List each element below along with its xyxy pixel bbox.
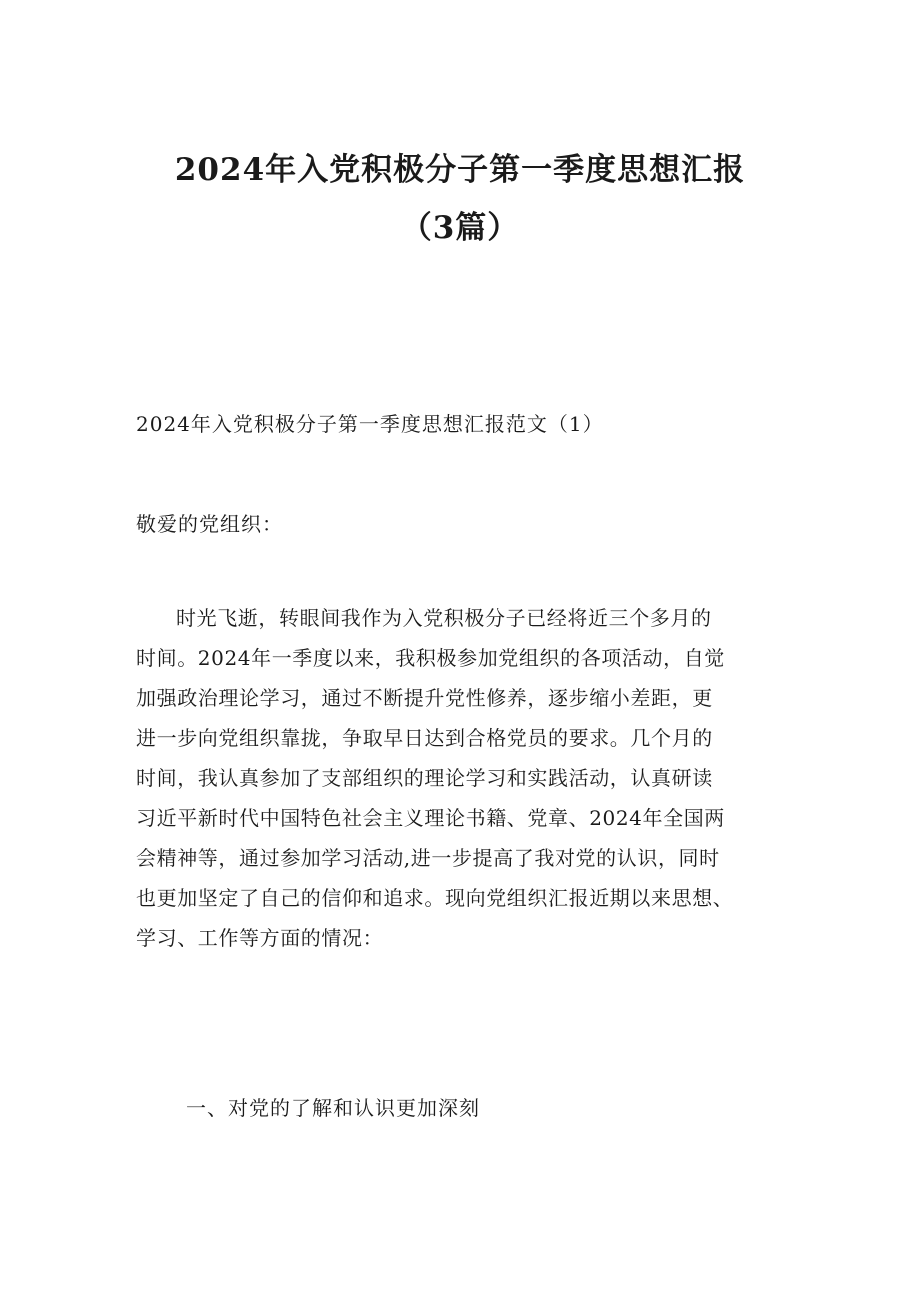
paragraph-line: 学习、工作等方面的情况： — [136, 926, 384, 950]
paragraph-line: 加强政治理论学习，通过不断提升党性修养，逐步缩小差距，更 — [136, 686, 713, 710]
paragraph-line: 也更加坚定了自己的信仰和追求。现向党组织汇报近期以来思想、 — [136, 886, 734, 910]
paragraph-line: 时间，我认真参加了支部组织的理论学习和实践活动，认真研读 — [136, 766, 713, 790]
paragraph-line: 时间。2024年一季度以来，我积极参加党组织的各项活动，自觉 — [136, 646, 725, 670]
salutation: 敬爱的党组织： — [136, 512, 283, 536]
document-title-count: （3篇） — [400, 210, 520, 246]
article-subtitle: 2024年入党积极分子第一季度思想汇报范文（1） — [136, 412, 604, 436]
document-title: 2024年入党积极分子第一季度思想汇报 — [174, 152, 746, 188]
paragraph-line: 习近平新时代中国特色社会主义理论书籍、党章、2024年全国两 — [136, 806, 725, 830]
paragraph-line: 进一步向党组织靠拢，争取早日达到合格党员的要求。几个月的 — [136, 726, 713, 750]
section-heading: 一、对党的了解和认识更加深刻 — [186, 1096, 480, 1120]
paragraph-line: 会精神等，通过参加学习活动,进一步提高了我对党的认识，同时 — [136, 846, 720, 870]
body-paragraph — [136, 598, 796, 958]
paragraph-line: 时光飞逝，转眼间我作为入党积极分子已经将近三个多月的 — [176, 606, 712, 630]
